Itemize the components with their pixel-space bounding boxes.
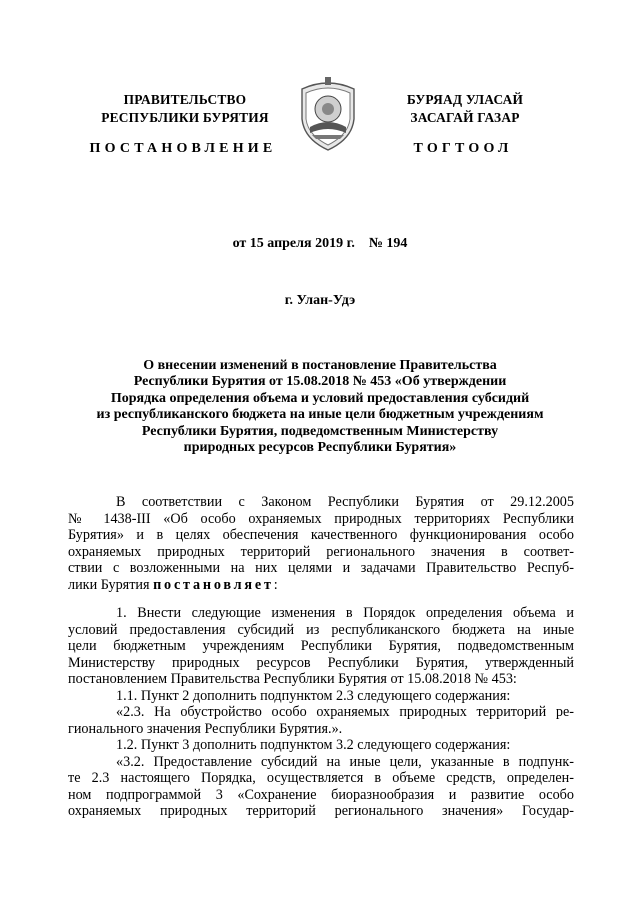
body-line: № 1438-III «Об особо охраняемых природных территориях Республики	[68, 510, 574, 527]
item-1-2: 1.2. Пункт 3 дополнить подпунктом 3.2 следующего содержания:	[116, 737, 511, 753]
body-line: ном подпрограммой 3 «Сохранение биоразнообразия и развитие особо	[68, 786, 574, 803]
doc-type-buryat: ТОГТООЛ	[413, 141, 513, 156]
body-line: 1. Внести следующие изменения в Порядок определения объема и	[116, 605, 574, 621]
title-line: Порядка определения объема и условий предоставления субсидий	[110, 390, 530, 406]
body-line: В соответствии с Законом Республики Бурятия от 29.12.2005	[116, 494, 574, 510]
intro-last-prefix: лики Бурятия	[68, 576, 154, 593]
item-2-3-text	[68, 704, 574, 737]
org-name-ru-line1: ПРАВИТЕЛЬСТВО	[123, 92, 247, 107]
title-line: Республики Бурятия от 15.08.2018 № 453 «Об утверждении	[133, 374, 507, 390]
body-line: «3.2. Предоставление субсидий на иные цели, указанные в подпунк-	[116, 753, 574, 770]
body-line: «2.3. На обустройство особо охраняемых природных территорий ре-	[116, 704, 574, 720]
document-body	[68, 494, 574, 820]
org-name-bur-line2: ЗАСАГАЙ ГАЗАР	[410, 110, 520, 125]
intro-paragraph	[68, 494, 574, 593]
body-line: цели бюджетным учреждениям Республики Бурятия, подведомственным	[68, 638, 574, 654]
body-line: постановлением Правительства Республики Бурятия от 15.08.2018 № 453:	[68, 671, 517, 687]
org-name-russian	[100, 91, 270, 127]
resolves-word: постановляет	[153, 576, 274, 593]
body-line: охраняемых природных территорий регионального значения в соответ-	[68, 543, 574, 560]
body-line: гионального значения Республики Бурятия.».	[68, 720, 343, 737]
org-name-ru-line2: РЕСПУБЛИКИ БУРЯТИЯ	[101, 110, 269, 125]
body-line: те 2.3 настоящего Порядка, осуществляется в объеме средств, определен-	[68, 770, 574, 786]
title-line: О внесении изменений в постановление Правительства	[143, 358, 497, 373]
body-line	[68, 577, 574, 594]
org-name-bur-line1: БУРЯАД УЛАСАЙ	[406, 92, 524, 107]
body-line: Министерству природных ресурсов Республики Бурятия, утвержденный	[68, 654, 574, 671]
intro-last-suffix: :	[273, 576, 278, 593]
org-name-buryat	[380, 91, 550, 127]
document-city: г. Улан-Удэ	[284, 293, 356, 308]
body-line: условий предоставления субсидий из республиканского бюджета на иные	[68, 621, 574, 638]
document-date-number: от 15 апреля 2019 г. № 194	[232, 236, 408, 251]
title-line: природных ресурсов Республики Бурятия»	[183, 440, 457, 456]
title-line: Республики Бурятия, подведомственным Министерству	[141, 423, 499, 439]
item-1	[68, 605, 574, 688]
document-title	[60, 358, 580, 456]
coat-of-arms-emblem	[296, 75, 360, 153]
item-3-2-text	[68, 754, 574, 820]
doc-type-russian: ПОСТАНОВЛЕНИЕ	[89, 141, 277, 156]
body-line: ствии с возложенными на них целями и задачами Правительство Респуб-	[68, 560, 574, 576]
body-line: Бурятия» и в целях обеспечения качественного функционирования особо	[68, 527, 574, 543]
item-1-1: 1.1. Пункт 2 дополнить подпунктом 2.3 следующего содержания:	[116, 687, 511, 704]
body-line: охраняемых природных территорий регионального значения» Государ-	[68, 803, 574, 819]
title-line: из республиканского бюджета на иные цели бюджетным учреждениям	[96, 407, 544, 423]
